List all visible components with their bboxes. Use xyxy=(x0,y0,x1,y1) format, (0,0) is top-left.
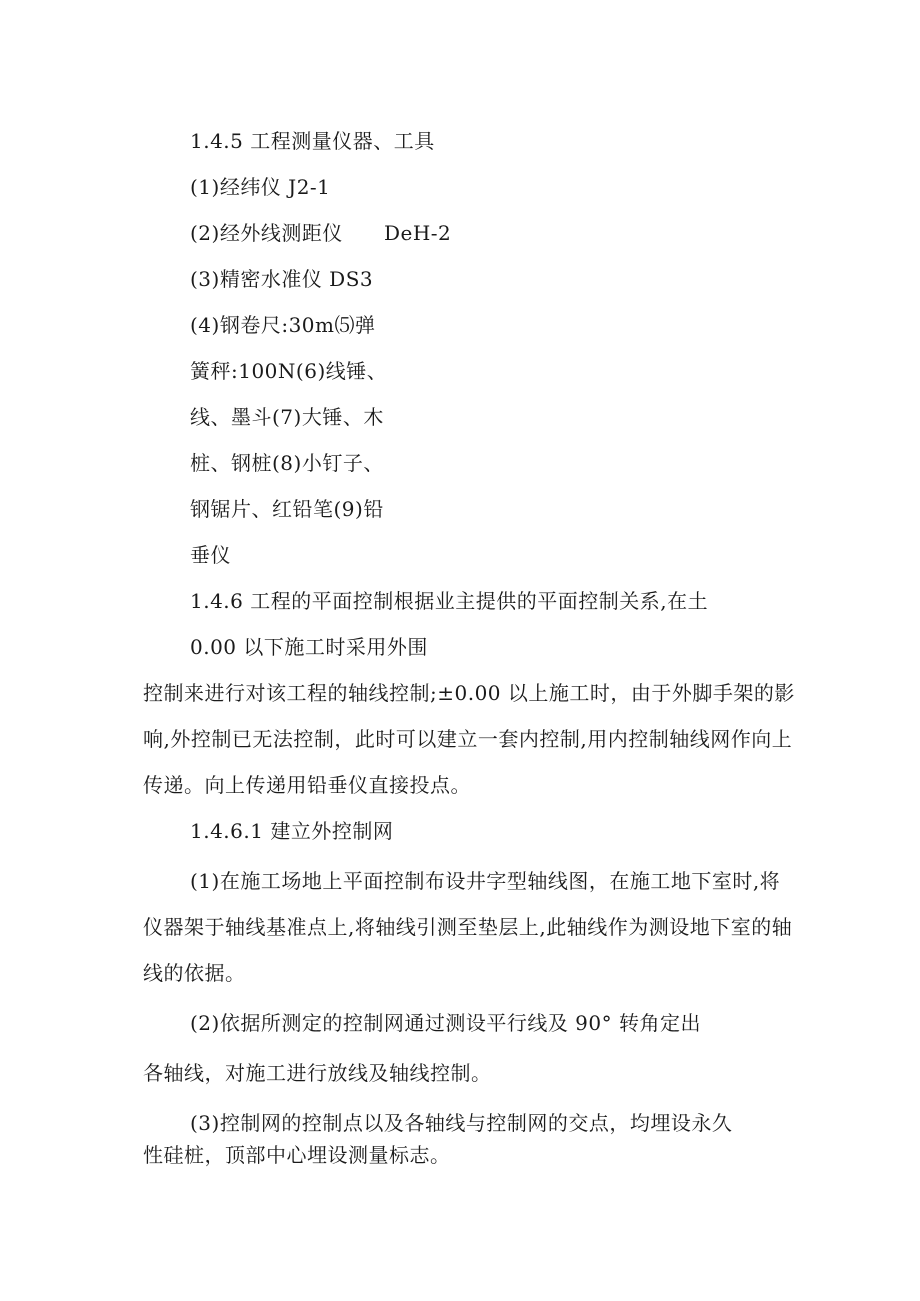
text-line: (1)经纬仪 J2-1 xyxy=(190,175,331,199)
text-line: 控制来进行对该工程的轴线控制;±0.00 以上施工时，由于外脚手架的影 xyxy=(143,681,795,705)
text-line: 簧秤:100N(6)线锤、 xyxy=(190,359,388,383)
text-line: 性硅桩，顶部中心埋设测量标志。 xyxy=(143,1143,451,1167)
text-line: 线、墨斗(7)大锤、木 xyxy=(190,405,384,429)
text-line: 线的依据。 xyxy=(143,961,246,985)
text-line: 各轴线，对施工进行放线及轴线控制。 xyxy=(143,1061,492,1085)
text-line: (3)控制网的控制点以及各轴线与控制网的交点，均埋设永久 xyxy=(190,1111,733,1135)
text-line: (2)依据所测定的控制网通过测设平行线及 90° 转角定出 xyxy=(190,1011,701,1035)
text-line: (4)钢卷尺:30m⑸弹 xyxy=(190,313,376,337)
text-line: 0.00 以下施工时采用外围 xyxy=(190,635,428,659)
text-line: (1)在施工场地上平面控制布设井字型轴线图，在施工地下室时,将 xyxy=(190,869,781,893)
text-line: 响,外控制已无法控制，此时可以建立一套内控制,用内控制轴线网作向上 xyxy=(143,727,793,751)
text-line: 桩、钢桩(8)小钉子、 xyxy=(190,451,384,475)
text-line: (2)经外线测距仪 DeH-2 xyxy=(190,221,452,245)
text-line: (3)精密水准仪 DS3 xyxy=(190,267,374,291)
text-line: 1.4.5 工程测量仪器、工具 xyxy=(190,129,435,153)
text-line: 仪器架于轴线基准点上,将轴线引测至垫层上,此轴线作为测设地下室的轴 xyxy=(143,915,793,939)
text-line: 垂仪 xyxy=(190,543,231,567)
section-heading: 1.4.6 工程的平面控制根据业主提供的平面控制关系,在土 xyxy=(190,589,709,613)
subsection-heading: 1.4.6.1 建立外控制网 xyxy=(190,819,394,843)
text-line: 传递。向上传递用铅垂仪直接投点。 xyxy=(143,773,471,797)
text-line: 钢锯片、红铅笔(9)铅 xyxy=(190,497,384,521)
